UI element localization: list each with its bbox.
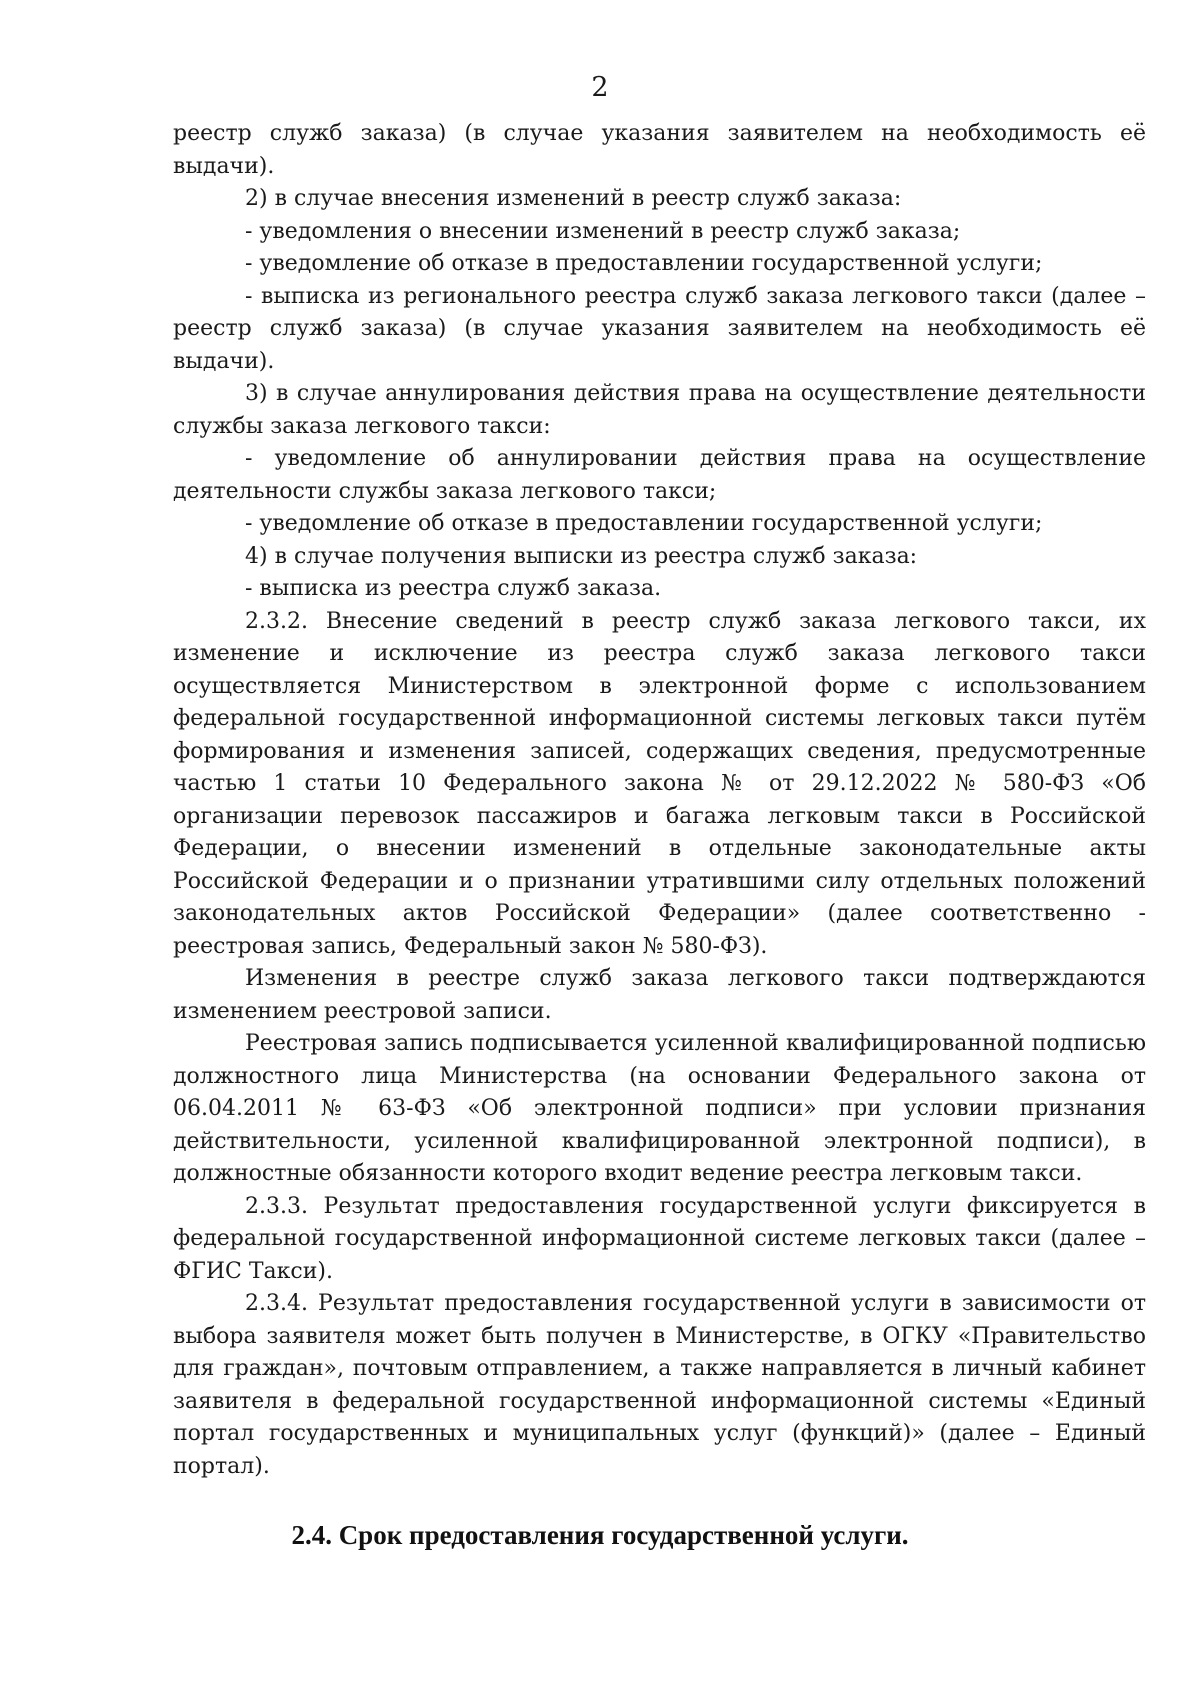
paragraph: - уведомления о внесении изменений в реестр служб заказа; bbox=[245, 218, 961, 244]
paragraph: - уведомление об аннулировании действия права на осуществление деятельности службы заказа легкового такси; bbox=[173, 446, 1146, 504]
paragraph: Реестровая запись подписывается усиленной квалифицированной подписью должностного лица Министерства (на основании Федерального закона от 06.04.2011 № 63-ФЗ «Об электронной подписи» при условии признания действительности, усиленной квалифицированной электронной подписи), в должностные обязанности которого входит ведение реестра легковым такси. bbox=[173, 1031, 1146, 1186]
paragraph: 3) в случае аннулирования действия права на осуществление деятельности службы заказа легкового такси: bbox=[173, 381, 1146, 439]
paragraph: 2.3.3. Результат предоставления государственной услуги фиксируется в федеральной государственной информационной системе легковых такси (далее – ФГИС Такси). bbox=[173, 1193, 1146, 1284]
paragraph: 4) в случае получения выписки из реестра служб заказа: bbox=[245, 543, 918, 569]
paragraph: - уведомление об отказе в предоставлении государственной услуги; bbox=[245, 251, 1043, 276]
paragraph: - уведомление об отказе в предоставлении государственной услуги; bbox=[245, 511, 1043, 536]
section-heading: 2.4. Срок предоставления государственной услуги. bbox=[291, 1520, 909, 1550]
paragraph: 2.3.4. Результат предоставления государственной услуги в зависимости от выбора заявителя может быть получен в Министерстве, в ОГКУ «Правительство для граждан», почтовым отправлением, а также направляется в личный кабинет заявителя в федеральной государственной информационной системы «Единый портал государственных и муниципальных услуг (функций)» (далее – Единый портал). bbox=[173, 1291, 1146, 1479]
paragraph: - выписка из регионального реестра служб заказа легкового такси (далее – реестр служб заказа) (в случае указания заявителем на необходимость её выдачи). bbox=[173, 283, 1146, 374]
paragraph: Изменения в реестре служб заказа легкового такси подтверждаются изменением реестровой записи. bbox=[173, 966, 1146, 1024]
paragraph: 2) в случае внесения изменений в реестр служб заказа: bbox=[245, 186, 902, 211]
paragraph: 2.3.2. Внесение сведений в реестр служб заказа легкового такси, их изменение и исключение из реестра служб заказа легкового такси осуществляется Министерством в электронной форме с использованием федеральной государственной информационной системы легковых такси путём формирования и изменения записей, содержащих сведения, предусмотренные частью 1 статьи 10 Федерального закона № от 29.12.2022 № 580-ФЗ «Об организации перевозок пассажиров и багажа легковым такси в Российской Федерации, о внесении изменений в отдельные законодательные акты Российской Федерации и о признании утратившими силу отдельных положений законодательных актов Российской Федерации» (далее соответственно - реестровая запись, Федеральный закон № 580-ФЗ). bbox=[173, 608, 1146, 959]
page-number: 2 bbox=[591, 72, 609, 103]
paragraph: реестр служб заказа) (в случае указания заявителем на необходимость её выдачи). bbox=[173, 121, 1146, 179]
document-body bbox=[173, 118, 1146, 1483]
paragraph: - выписка из реестра служб заказа. bbox=[245, 576, 662, 601]
